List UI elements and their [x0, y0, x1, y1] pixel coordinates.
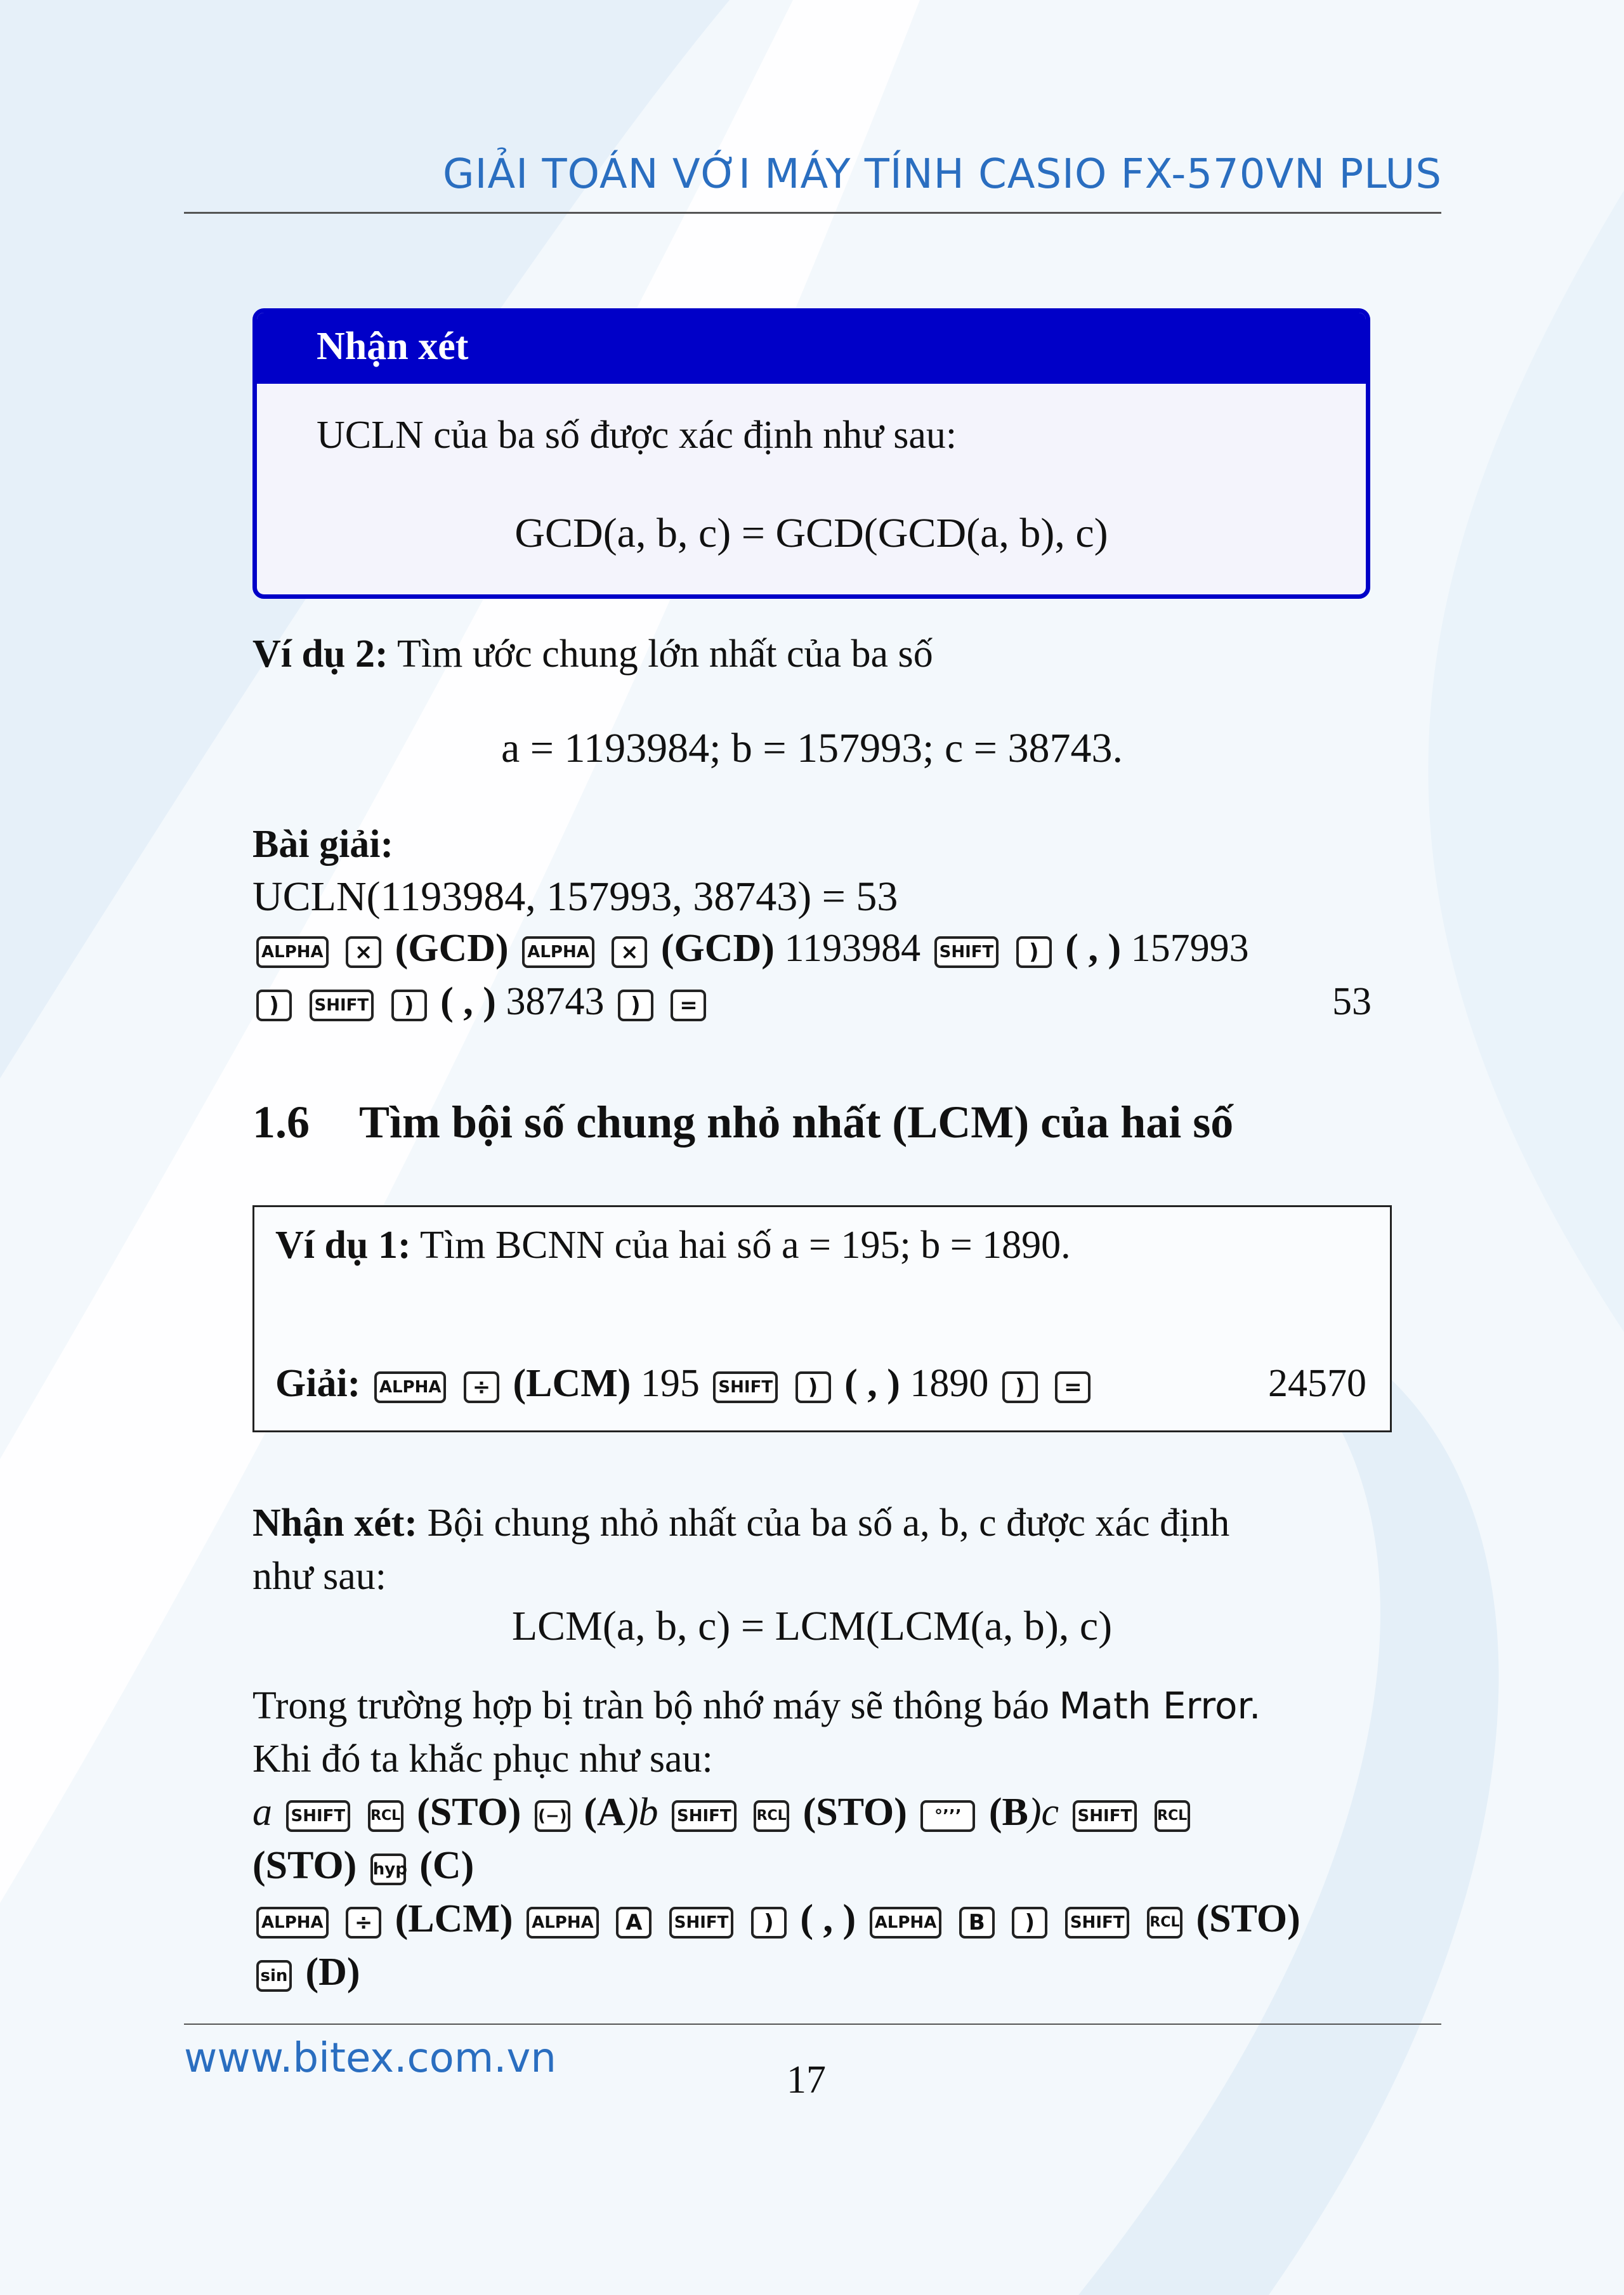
math-error: Math Error. — [1059, 1684, 1261, 1727]
number-c: 38743 — [506, 980, 605, 1023]
negative-key[interactable]: (−) — [535, 1800, 570, 1832]
example2-values: a = 1193984; b = 157993; c = 38743. — [501, 725, 1123, 771]
close-paren-key[interactable]: ) — [391, 990, 427, 1021]
times-key[interactable]: × — [612, 936, 647, 968]
alpha-key[interactable]: ALPHA — [527, 1907, 599, 1939]
gcd-label: (GCD) — [660, 927, 775, 970]
remark-box-title: Nhận xét — [257, 313, 1366, 384]
B-key[interactable]: B — [959, 1907, 995, 1939]
close-paren-key[interactable]: ) — [618, 990, 653, 1021]
store-D-label: (D) — [305, 1951, 360, 1994]
example2-label: Ví dụ 2: — [252, 632, 388, 676]
alpha-key[interactable]: ALPHA — [374, 1371, 447, 1403]
lcm-solution-label: Giải: — [275, 1362, 361, 1405]
sin-key[interactable]: sin — [256, 1960, 292, 1992]
shift-key[interactable]: SHIFT — [934, 936, 999, 968]
rcl-key[interactable]: RCL — [368, 1800, 403, 1832]
remark2-label: Nhận xét: — [252, 1501, 418, 1545]
alpha-key[interactable]: ALPHA — [256, 936, 329, 968]
close-paren-key[interactable]: ) — [256, 990, 292, 1021]
number-195: 195 — [640, 1362, 700, 1405]
lcm-key-sequence — [275, 1361, 1366, 1406]
alpha-key[interactable]: ALPHA — [870, 1907, 942, 1939]
page-number: 17 — [787, 2058, 826, 2102]
store-sequence-1 — [252, 1790, 1372, 1835]
example2-intro — [252, 632, 1372, 677]
fix-text: Khi đó ta khắc phục như sau: — [252, 1737, 713, 1781]
gcd-formula: GCD(a, b, c) = GCD(GCD(a, b), c) — [514, 510, 1108, 556]
dms-key[interactable]: °’’’ — [920, 1800, 975, 1832]
overflow-text: Trong trường hợp bị tràn bộ nhớ máy sẽ thông báo — [252, 1684, 1049, 1727]
shift-key[interactable]: SHIFT — [672, 1800, 737, 1832]
close-paren-key[interactable]: ) — [796, 1371, 831, 1403]
lcm-answer: 24570 — [1268, 1362, 1366, 1405]
alpha-key[interactable]: ALPHA — [522, 936, 594, 968]
times-key[interactable]: × — [346, 936, 381, 968]
store-sequence-2 — [252, 1843, 1372, 1888]
remark2-text — [252, 1501, 1372, 1546]
lcm-label: (LCM) — [513, 1362, 631, 1405]
var-a: a — [252, 1791, 272, 1834]
shift-key[interactable]: SHIFT — [1065, 1907, 1130, 1939]
store-B-label: (B — [988, 1791, 1028, 1834]
lcm-example-text: Tìm BCNN của hai số a = 195; b = 1890. — [420, 1224, 1071, 1267]
number-1890: 1890 — [910, 1362, 989, 1405]
remark2-body: Bội chung nhỏ nhất của ba số a, b, c được xác định — [427, 1501, 1230, 1545]
comma-label: ( , ) — [844, 1362, 900, 1405]
store-A-label: (A — [584, 1791, 625, 1834]
header-title: GIẢI TOÁN VỚI MÁY TÍNH CASIO FX-570VN PLUS — [443, 151, 1442, 198]
equals-key[interactable]: = — [1055, 1371, 1090, 1403]
var-b: )b — [625, 1791, 658, 1834]
close-paren-key[interactable]: ) — [1012, 1907, 1047, 1939]
close-paren-key[interactable]: ) — [751, 1907, 787, 1939]
hyp-key[interactable]: hyp — [370, 1854, 406, 1885]
comma-label: ( , ) — [800, 1897, 856, 1940]
comma-label: ( , ) — [440, 980, 496, 1023]
overflow-note — [252, 1684, 1372, 1729]
rcl-key[interactable]: RCL — [1147, 1907, 1182, 1939]
store-C-label: (C) — [419, 1844, 475, 1887]
lcm-store-sequence-2 — [252, 1950, 1372, 1995]
comma-label: ( , ) — [1065, 927, 1122, 970]
remark-box — [252, 308, 1370, 599]
solution-label-text: Bài giải: — [252, 823, 394, 866]
section-number: 1.6 — [252, 1097, 310, 1148]
close-paren-key[interactable]: ) — [1016, 936, 1052, 968]
gcd-answer: 53 — [1332, 980, 1372, 1023]
divide-key[interactable]: ÷ — [464, 1371, 499, 1403]
shift-key[interactable]: SHIFT — [310, 990, 374, 1021]
rcl-key[interactable]: RCL — [1155, 1800, 1190, 1832]
sto-label: (STO) — [252, 1844, 357, 1887]
lcm-store-sequence — [252, 1897, 1372, 1942]
example2-text: Tìm ước chung lớn nhất của ba số — [397, 632, 933, 676]
number-a: 1193984 — [784, 927, 921, 970]
divide-key[interactable]: ÷ — [346, 1907, 381, 1939]
shift-key[interactable]: SHIFT — [713, 1371, 778, 1403]
sto-label: (STO) — [802, 1791, 907, 1834]
footer-rule — [184, 2024, 1441, 2025]
footer-url[interactable]: www.bitex.com.vn — [184, 2035, 556, 2082]
shift-key[interactable]: SHIFT — [286, 1800, 351, 1832]
alpha-key[interactable]: ALPHA — [256, 1907, 329, 1939]
gcd-result-line: UCLN(1193984, 157993, 38743) = 53 — [252, 873, 898, 920]
A-key[interactable]: A — [616, 1907, 652, 1939]
sto-label: (STO) — [417, 1791, 521, 1834]
sto-label: (STO) — [1196, 1897, 1300, 1940]
section-title: Tìm bội số chung nhỏ nhất (LCM) của hai số — [359, 1097, 1234, 1148]
lcm-example-label: Ví dụ 1: — [275, 1224, 411, 1267]
lcm-example-intro — [275, 1223, 1372, 1268]
gcd-key-sequence-1 — [252, 926, 1372, 971]
number-b: 157993 — [1130, 927, 1249, 970]
shift-key[interactable]: SHIFT — [669, 1907, 734, 1939]
solution-label — [252, 822, 1372, 867]
var-c: )c — [1028, 1791, 1059, 1834]
close-paren-key[interactable]: ) — [1002, 1371, 1038, 1403]
shift-key[interactable]: SHIFT — [1073, 1800, 1137, 1832]
gcd-label: (GCD) — [395, 927, 509, 970]
remark2-text2: như sau: — [252, 1555, 386, 1598]
header-rule — [184, 212, 1441, 214]
section-heading — [252, 1096, 1233, 1149]
remark-box-text: UCLN của ba số được xác định như sau: — [317, 414, 957, 457]
equals-key[interactable]: = — [671, 990, 706, 1021]
gcd-key-sequence-2 — [252, 979, 1372, 1024]
rcl-key[interactable]: RCL — [754, 1800, 789, 1832]
lcm-formula: LCM(a, b, c) = LCM(LCM(a, b), c) — [511, 1603, 1113, 1649]
lcm-label: (LCM) — [395, 1897, 513, 1940]
